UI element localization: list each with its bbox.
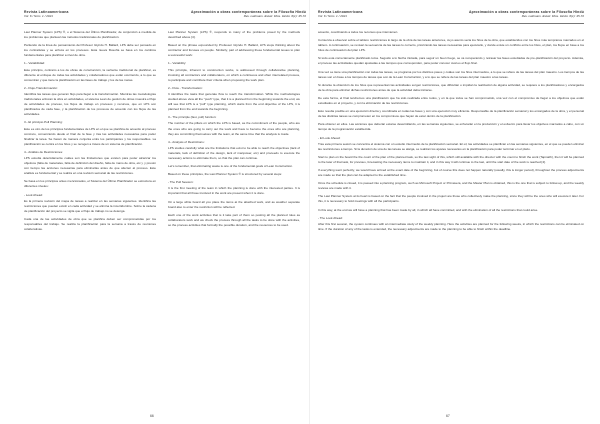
- section-subheading: - The Look Ahead:: [318, 215, 343, 220]
- body-paragraph: LPS studies carefully what are the limitations that exist to be able to reach the objectives (lack of materials, lack of definition of the design, lack of manpower, etc) and proceeds to execute the necessary actions to eliminate them, so that the plan can continue.: [168, 145, 300, 160]
- body-paragraph: Last Planner System (LPS) ®, o el Sistema del Último Planificador, de conjunción a medida de los problemas que plantean las métodos tradicionales de planificación.: [24, 30, 156, 40]
- body-paragraph: The number of the pillars on which the LPS is based, as the commitment of the people, who are the ones who are going to carry out the work and have to become the ones who are planning, they are committing themselves with the team, at the same time that the analysis is made.: [168, 121, 300, 136]
- header-article-title: Aproximación a obras contemporáneas sobre la Filosofía Hindú: [190, 10, 306, 14]
- page-number-left: 66: [150, 414, 154, 418]
- right-page-header: [318, 10, 584, 24]
- body-paragraph: Una vez se tiene una planificación con todas las tareas, se programa por los distintos pasos y cuáles son los hitos intermedios, a lo que se refiere de las tareas del plan maestro. Los tiempos de las tareas son en base a los tiempos de tareas que son de la Lean Construction, y a lo que se refiere de las tareas del plan maestro a las tareas.: [318, 69, 584, 79]
- body-paragraph: LPS estudia detenidamente cuáles son las limitaciones que existen para poder alcanzar los objetivos (falta de materiales, falta de definición del diseño, falta de mano de obra, etc.), y prevén con tiempo las acciones necesarias para eliminarlas antes de que afecten al proceso. Este análisis es fundamental y se realiza en una revisión semanal de las restricciones.: [24, 155, 156, 176]
- section-subheading: 2.- Flow - Transformation:: [168, 85, 203, 90]
- section-subheading: 1.- Variability:: [168, 61, 187, 66]
- body-paragraph: Esto resulta posible en una ejecución directa y coordinada en todas las fases y con una ejecución muy eficiente. Responsable de la planificación semanal y los encargados de la obra, y el personal de las distintas tareas se comprometen en los compromisos que hayan de estar dentro de la planificación.: [318, 109, 584, 119]
- body-paragraph: Para obtener en ellos. Las acciones que deberán estarse desarrollando, en las semanas siguientes, se enfocarán en la producción y el esfuerzo para llevar los objetivos marcados a cabo, con un tiempo de la programación establecida.: [318, 122, 584, 132]
- left-page-header: [24, 10, 306, 24]
- body-paragraph: Comienza a observar sobre el tablero restricciones lo largo de la obra de las tareas anteriores, cuyo asunto sería los hitos de la obra, que establecidos con los hitos más tempranos marcados en el tablero. A continuación, se revisan la secuencia de las tareas lo correcto, priorizando las tareas necesarias para ejecutarlo, y donde existe un conflicto entre los hitos, el plan, los flujos en base a los hitos de continuación del plan LPS.: [318, 38, 584, 53]
- body-paragraph: Each one of the work activities that is it take part of them so posting all the planned roles as collaborators work and we check the process through all the tasks to be done with the activities, so the process activities that formally the possible duration, and the resources to be used.: [168, 212, 300, 227]
- section-subheading: 4.- Análisis de Restricciones:: [24, 149, 63, 154]
- section-subheading: - The Pull Session:: [168, 180, 194, 185]
- left-page-column-spanish: [24, 30, 156, 414]
- body-paragraph: Based on the phrase expounded by Professor Glyndo H. Ballard, LPS stops thinking about the contractor and focuses on people. Similarly, part of addressing these fundamental issues to plan a successful work:: [168, 43, 300, 58]
- header-volume: Vol. 6 / Núm. 1 / 2021: [24, 14, 53, 18]
- body-paragraph: If everything went perfectly, we would have arrived at the exact date of the beginning, but of course this does not happen naturally (usually, this is longer period), throughout the process adjustments are made so that the plan can be adapted to the established time.: [318, 167, 584, 178]
- body-paragraph: Es la primera revisión del mapa de tareas a realizar en las semanas siguientes. Identifica las restricciones que pueden existir en cada actividad y se elimina la incertidumbre. Sobre la cadena de planificación del proyecto se vigila que el flujo de trabajo no se detenga.: [24, 198, 156, 213]
- body-paragraph: After this first session, the system continues with an intermediate study of the weekly planning. Here the activities are planned for the following weeks, in which the restrictions can be eliminated on time. If the duration of any of the tasks is extended, the necessary adjustments are made to the planning to be able to finish within the deadline.: [318, 221, 584, 231]
- body-paragraph: It identifies the tasks that generate flow to reach the transformation. While the methodologies studied above view all the "push" type, that it is a planned from the beginning towards the end, we will see that LPS is a "pull" type planning, which starts from the end objective of the LPS, it is planned from the end towards the beginning.: [168, 91, 300, 112]
- body-paragraph: Si durante la obtención de los hitos que representan las actividades surgen restricciones, que dificultan o impidan la realización de alguna actividad, se requiere a los planificadores y encargados de la obra para eliminar dichas restricciones antes de que la actividad deba iniciarse.: [318, 82, 584, 92]
- section-subheading: - El Look Ahead:: [318, 135, 341, 140]
- section-subheading: 3.- El principio Pull Planning:: [24, 120, 63, 125]
- left-page-column-english: [168, 30, 300, 414]
- body-paragraph: Identifica las tareas que generan flujo para llegar a la transformación. Mientras las metodologías tradicionales enfocan la obra en actividades, el sistema Lean de gestión de obras muestra el flujo de actividades de proceso, los flujos de trabajo en procesos y recursos, que en LPS son planificados de cada fase, y la planificación de los procesos de acuerdo con los flujos de las actividades.: [24, 91, 156, 117]
- body-paragraph: Tras esta primera sesión se concentra el sistema con un estudio intermedio de la planificación semanal. En él, las actividades se planifican en las semanas siguientes, en el que se pueden eliminar las restricciones a tiempo. Si la duración de una de las tareas se alarga, se realizan los ajustes necesarios en la planificación para poder terminar en el plazo.: [318, 141, 584, 151]
- body-paragraph: Last Planner System (LPS) ®, responds to many of the problems posed by the methods described above [4].: [168, 30, 300, 40]
- body-paragraph: acuerdo, coordinando a todos los recursos que intervienen.: [318, 30, 399, 34]
- header-journal-title-right: Revista Latinoamericana: [318, 10, 363, 14]
- body-paragraph: Partiendo de la línea de pensamiento del Profesor Glyndo H. Ballard, LPS debe ser pensado en los contratistas y se enfoca en los procesos. Esta nueva filosofía se basa en los cambios fundamentales para planificar a nivel de obra.: [24, 43, 156, 58]
- section-subheading: - Look Ahead:: [24, 192, 43, 197]
- page-number-right: 67: [446, 414, 450, 418]
- body-paragraph: It is the first meeting of the team in which the planning is done with the interested parties. It is important that all those involved in the work are present when it is done.: [168, 186, 300, 196]
- section-subheading: 3.- The principle (fast, pull) function:: [168, 115, 217, 120]
- body-paragraph: Let's remember, that eliminating waste is one of the fundamental goals of Lean Construction.: [168, 164, 293, 169]
- body-paragraph: Start to plan on the board the the count of the plan of the planned task, so the last sight of this, which still available with the director with the count to finish the work (Tapnaith), then it will be planned to the later of that task, for previous, forecasting the necessary items to maintain it, and in this way it will continue to the last, until the start date of the work is reached [4].: [318, 154, 584, 164]
- body-paragraph: The Last Planner System at its heart is based on the fact that the people involved in the project are those who collectively make the planning, since they will be the ones who will execute it later. For this, it is necessary to hold meetings with all the participants.: [318, 194, 584, 204]
- body-paragraph: Based on these principles, the Last Planner System ® is structured by several steps:: [168, 172, 283, 177]
- right-page-column: [318, 30, 584, 414]
- body-paragraph: Si todo esta correctamente planificado toma. Seguido a lo flecha iniciada, para seguir un buen fuego, se va recuperando y retrasar las fases estudiadas de pre-planificación del proyecto. Además, el proceso las actividades quedan ajustadas a las tiempos que corresponden, para poder conocer cuál es el flujo final.: [318, 56, 584, 66]
- header-journal-title: Revista Latinoamericana: [24, 10, 69, 14]
- body-paragraph: Este principio, contrario a los de obras de construcción, la vertiente tradicional de planificar, es diferente al enfoque de todas las actividades y colaboradores que están ocurriendo, a lo que se concentran y que tiene la planificación en las fases de trabajo y los de las metas.: [24, 67, 156, 82]
- body-paragraph: This principle, inherent to construction works, is addressed through collaborative planning, involving all contractors and collaborators, on which a continuous and often interrelated process, to participate and contribute their criteria when proposing the work plan.: [168, 67, 300, 82]
- body-paragraph: Se basa en los principios antes mencionados, el Sistema del Último Planificador se estructura en diferentes niveles:: [24, 179, 156, 189]
- header-citation-right: Rev. Latinoam. Estud. Filos. Hindú. 6(1): 45-72: [521, 14, 584, 18]
- section-subheading: 4.- Analysis of Restrictions:: [168, 139, 205, 144]
- body-paragraph: Once the schedule is closed, it is passed into a planning program, such as Microsoft Project or Primavera, and the Master Plan is obtained, this is the one that is subject to follow-up, and the weekly reviews are made with it.: [318, 181, 584, 191]
- header-article-title-right: Aproximación a obras contemporáneas sobre la Filosofía Hindú: [468, 10, 584, 14]
- body-paragraph: Este es otro de los principios fundamentales de LPS en el que se planifica de acuerdo al proceso concreto, comenzando desde el final de la fase y tras las actividades necesarias para poder finalizar la tarea. Se hacen de manera conjunta entre los participantes y los responsables. La planificación se centra en los hitos y se recogen a través de un sistema de planificación.: [24, 126, 156, 146]
- header-volume-right: Vol. 6 / Núm. 1 / 2021: [318, 14, 347, 18]
- body-paragraph: De esta forma, el final tendremos una planificación que ha sido realizada entre todos, y en la que todos se han comprometido, una vez con el compromiso de llegar a los objetivos que están estudiados en el proyecto, y con la eliminación de las restricciones.: [318, 95, 584, 106]
- body-paragraph: Cada una de las actividades de obra que se planifica deben ser comprometidas por los responsables del trabajo. Se realiza la planificación para la semana a través de reuniones colaborativas.: [24, 216, 156, 232]
- section-subheading: 1.- Variabilidad:: [24, 61, 45, 66]
- body-paragraph: In this way, at the end we will have a planning that has been made by all, in which all have committed, and with the elimination of all the restrictions that could arise.: [318, 207, 539, 212]
- section-subheading: 2.- Flujo-Transformación:: [24, 85, 58, 90]
- body-paragraph: On a large white board all you place the items at the attached work, and as weather separate board also to enter the restriction will be reflected.: [168, 199, 300, 209]
- book-gutter: [309, 0, 310, 424]
- header-citation: Rev. Latinoam. Estud. Filos. Hindú. 6(1): 45-72: [243, 14, 306, 18]
